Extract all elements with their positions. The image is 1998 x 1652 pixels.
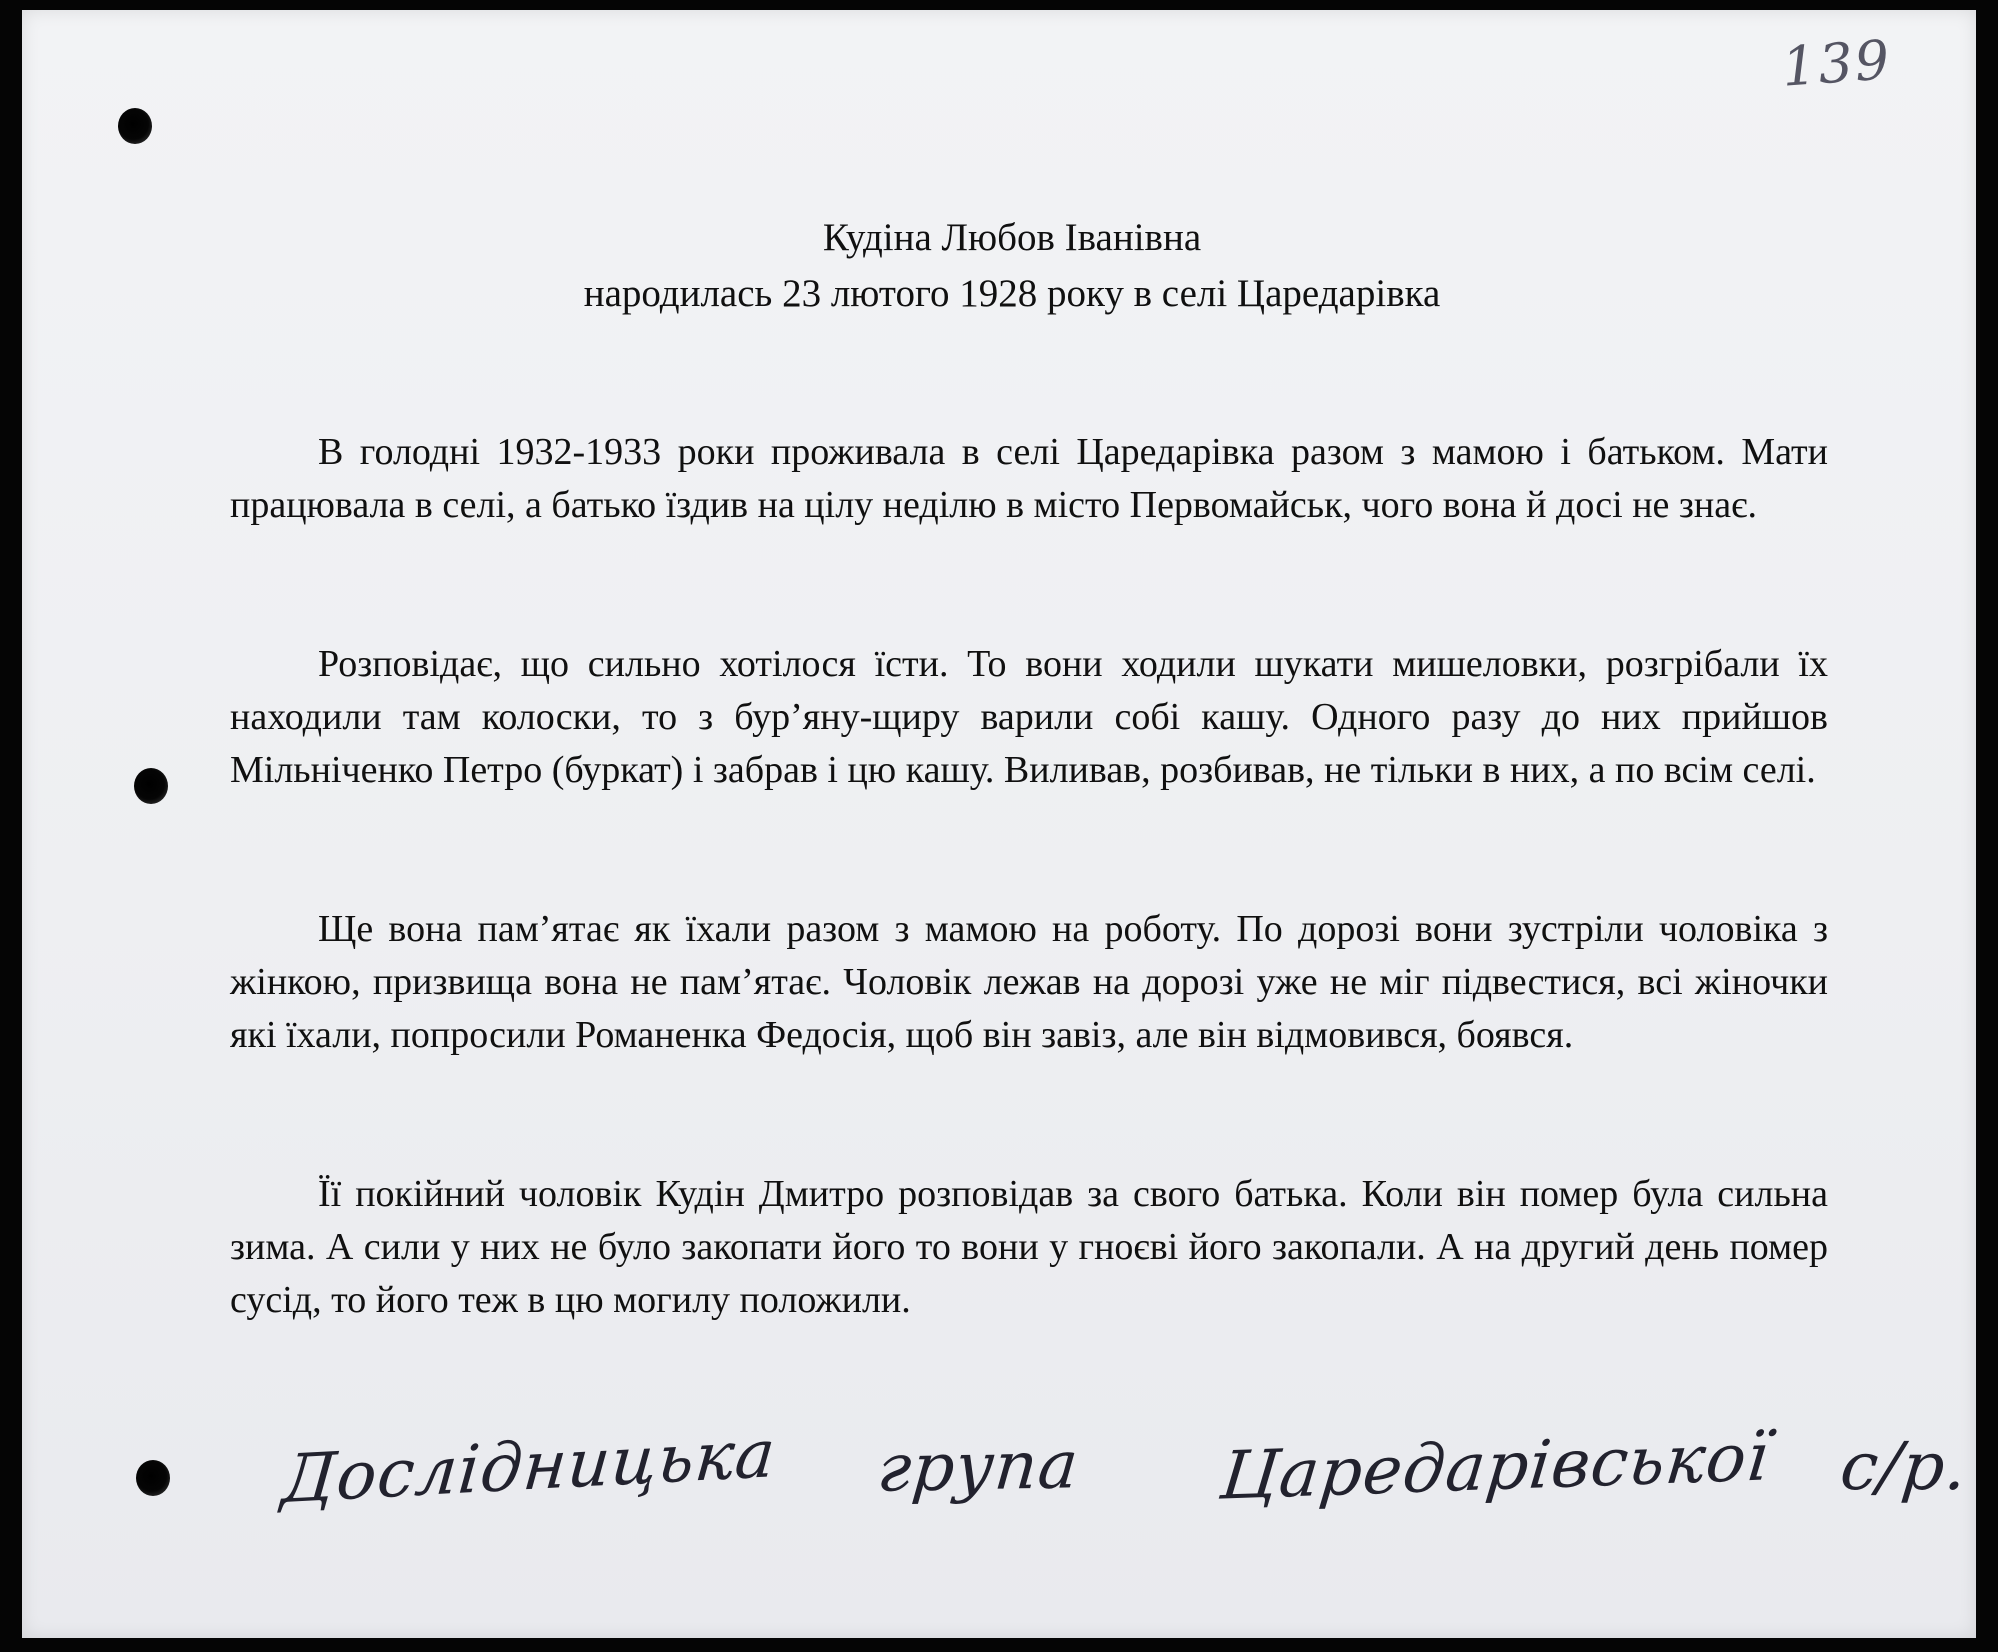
testimony-paragraph-2: Розповідає, що сильно хотілося їсти. То вони ходили шукати мишеловки, розгрібали їх находили там колоски, то з бур’яну-щиру варили собі кашу. Одного разу до них прийшов Мільніченко Петро (буркат) і забрав і цю кашу. Виливав, розбивав, не тільки в них, а по всім селі.	[230, 643, 1828, 791]
punch-hole-bottom	[136, 1460, 170, 1496]
person-name: Кудіна Любов Іванівна	[822, 216, 1202, 259]
testimony-paragraph-1: В голодні 1932-1933 роки проживала в селі Царедарівка разом з мамою і батьком. Мати працювала в селі, а батько їздив на цілу неділю в місто Первомайськ, чого вона й досі не знає.	[230, 431, 1828, 526]
document-page	[22, 10, 1976, 1638]
signature-word: Царедарівської	[1216, 1418, 1773, 1515]
birth-info: народилась 23 лютого 1928 року в селі Царедарівка	[583, 272, 1441, 315]
signature-word: група	[874, 1426, 1083, 1507]
signature-word: Дослідницька	[278, 1414, 780, 1519]
signature-word: с/р.	[1837, 1428, 1972, 1505]
punch-hole-middle	[134, 768, 168, 804]
testimony-paragraph-4: Її покійний чоловік Кудін Дмитро розповідав за свого батька. Коли він помер була сильна зима. А сили у них не було закопати його то вони у гноєві його закопали. А на другий день помер сусід, то його теж в цю могилу положили.	[230, 1173, 1828, 1321]
punch-hole-top	[118, 108, 152, 144]
handwritten-signature	[278, 1414, 1972, 1568]
testimony-paragraph-3: Ще вона пам’ятає як їхали разом з мамою на роботу. По дорозі вони зустріли чоловіка з жінкою, призвища вона не пам’ятає. Чоловік лежав на дорозі уже не міг підвестися, всі жіночки які їхали, попросили Романенка Федосія, щоб він завіз, але він відмовився, боявся.	[230, 908, 1828, 1056]
handwritten-page-number: 139	[1779, 28, 1894, 99]
